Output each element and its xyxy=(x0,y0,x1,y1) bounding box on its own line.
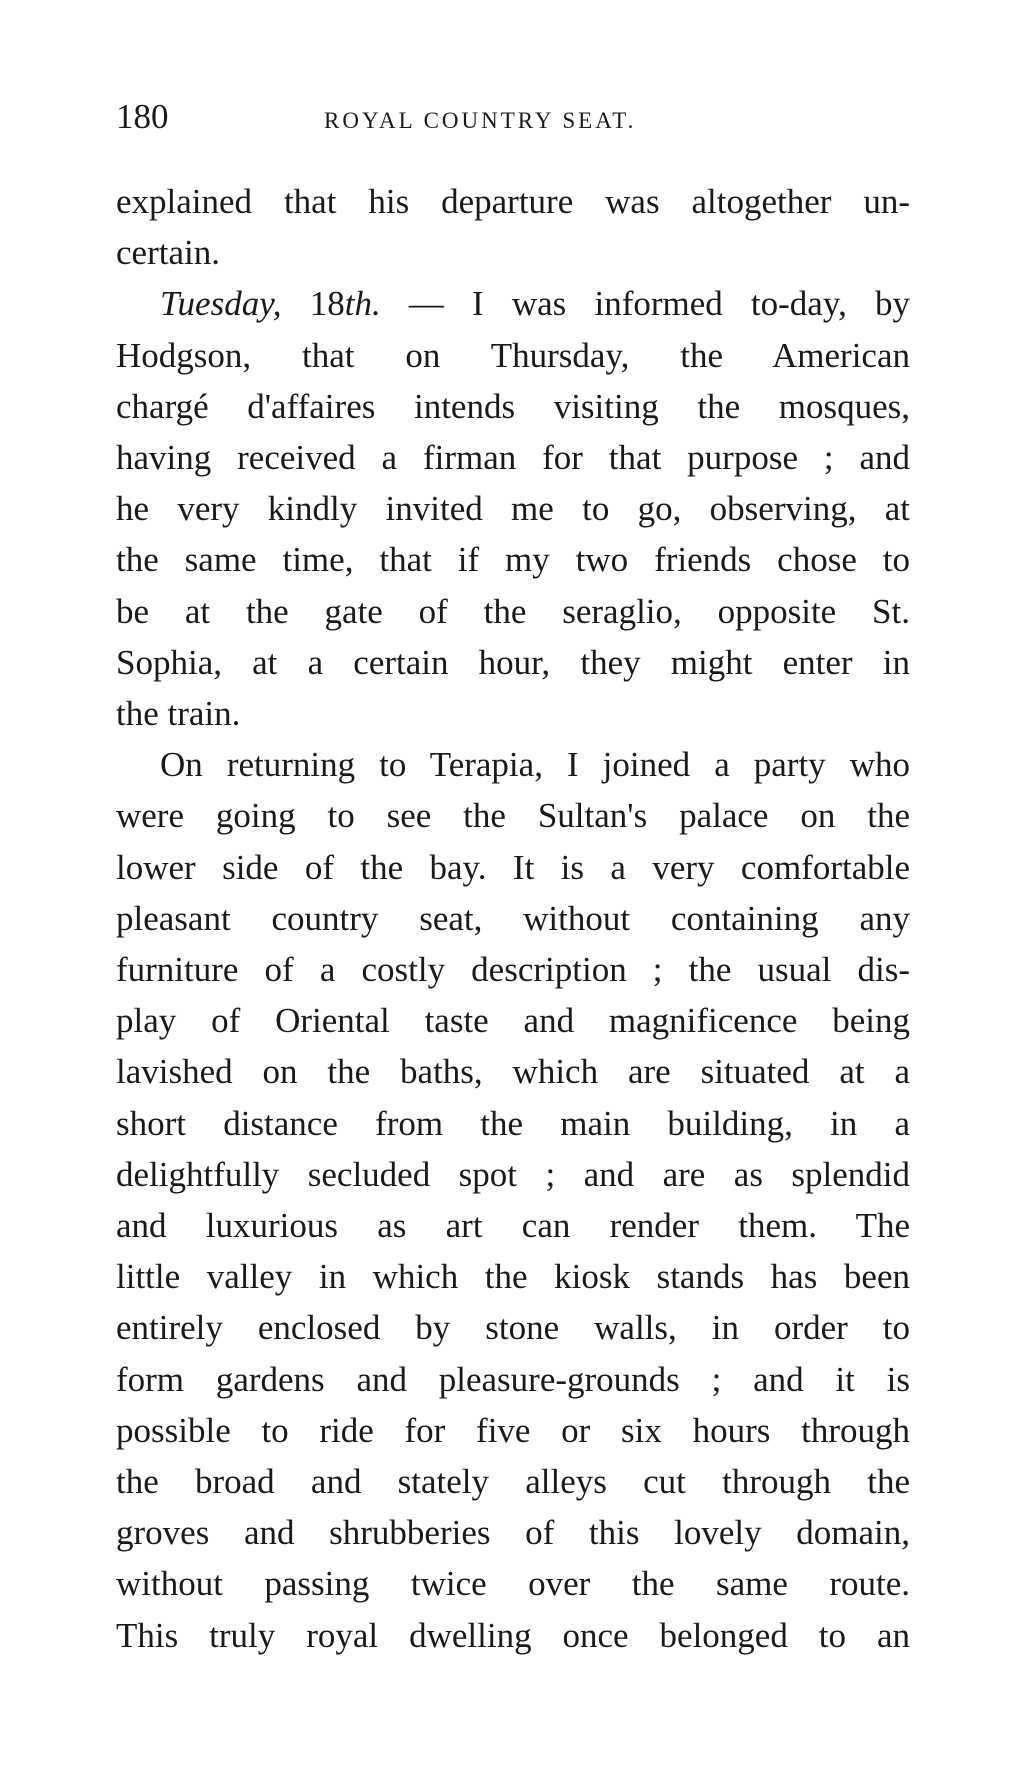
text-line: the same time, that if my two friends chose to xyxy=(116,540,910,580)
body-text xyxy=(116,176,910,1661)
text-line: Sophia, at a certain hour, they might enter in xyxy=(116,642,910,682)
page-number: 180 xyxy=(116,97,169,136)
text-line: lavished on the baths, which are situated at a xyxy=(116,1052,910,1092)
date-day-number: 18 xyxy=(309,284,345,324)
paragraph-2 xyxy=(116,278,910,739)
text-line: little valley in which the kiosk stands has been xyxy=(116,1257,910,1297)
text-line: chargé d'affaires intends visiting the mosques, xyxy=(116,386,910,426)
text-line: certain. xyxy=(116,233,220,273)
text-line: This truly royal dwelling once belonged to an xyxy=(116,1615,910,1655)
text-line: were going to see the Sultan's palace on the xyxy=(116,796,910,836)
text-line: without passing twice over the same route. xyxy=(116,1564,910,1604)
text-line: the train. xyxy=(116,694,241,734)
text-line: entirely enclosed by stone walls, in order to xyxy=(116,1308,910,1348)
text-line: possible to ride for five or six hours through xyxy=(116,1410,910,1450)
paragraph-3 xyxy=(116,739,910,1661)
text-line: furniture of a costly description ; the usual dis- xyxy=(116,950,910,990)
text-line: lower side of the bay. It is a very comfortable xyxy=(116,847,910,887)
text-line: be at the gate of the seraglio, opposite St. xyxy=(116,591,910,631)
text-line: the broad and stately alleys cut through the xyxy=(116,1462,910,1502)
text-line: he very kindly invited me to go, observing, at xyxy=(116,489,910,529)
text-line: play of Oriental taste and magnificence being xyxy=(116,1001,910,1041)
date-line-text: — I was informed to-day, by xyxy=(380,284,910,324)
text-line: Hodgson, that on Thursday, the American xyxy=(116,335,910,375)
text-line: form gardens and pleasure-grounds ; and it is xyxy=(116,1359,910,1399)
running-title: ROYAL COUNTRY SEAT. xyxy=(324,108,637,133)
text-line: On returning to Terapia, I joined a party who xyxy=(160,745,910,785)
running-head xyxy=(116,92,906,142)
date-label: Tuesday, xyxy=(160,284,282,324)
paragraph-1 xyxy=(116,176,910,278)
text-line: short distance from the main building, in a xyxy=(116,1103,910,1143)
text-line: delightfully secluded spot ; and are as splendid xyxy=(116,1154,910,1194)
text-line xyxy=(116,278,910,329)
text-line: and luxurious as art can render them. The xyxy=(116,1206,910,1246)
date-day xyxy=(310,284,381,323)
text-line: groves and shrubberies of this lovely domain, xyxy=(116,1513,910,1553)
text-line: pleasant country seat, without containing any xyxy=(116,898,910,938)
text-line: having received a firman for that purpose ; and xyxy=(116,438,910,478)
date-day-suffix: th. xyxy=(344,284,381,324)
text-line: explained that his departure was altogether un- xyxy=(116,182,910,221)
